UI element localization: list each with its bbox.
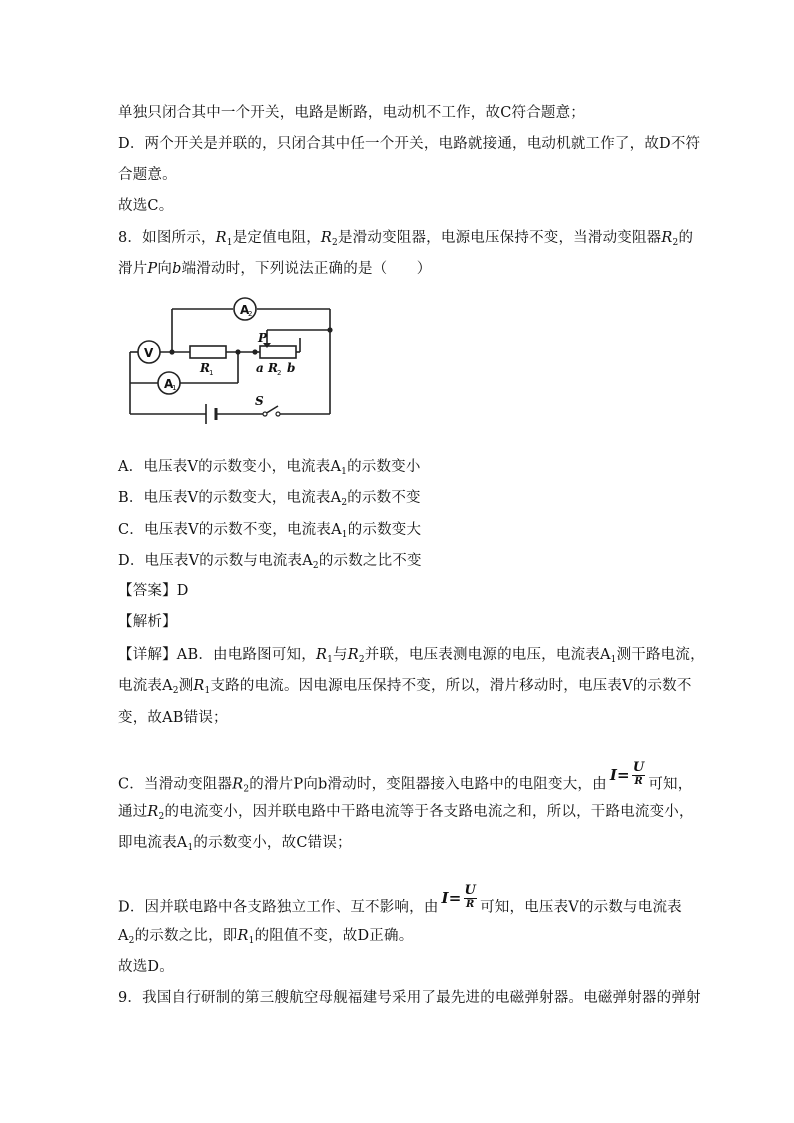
end-b-label: b [287,361,296,375]
question-9-stem: 9．我国自行研制的第三艘航空母舰福建号采用了最先进的电磁弹射器。电磁弹射器的弹射 [118,990,701,1006]
ohms-law-formula: I= $\frac{U}{R}$ [441,883,477,910]
resistor-r1 [190,346,226,358]
switch-contact [276,412,280,416]
analysis-heading: 【解析】 [118,614,177,630]
option-b: B．电压表V的示数变大，电流表$A_2$的示数不变 [118,490,421,508]
ohms-law-formula: I= $\frac{U}{R}$ [609,760,645,787]
slider-p-label: P [258,331,268,345]
junction-dot [235,349,240,354]
switch-contact [263,412,267,416]
explanation-line: 故选D。 [118,959,174,975]
switch-s-label: S [255,394,264,408]
option-a: A．电压表V的示数变小，电流表$A_1$的示数变小 [118,459,421,477]
question-8-stem: 8．如图所示，$R_1$是定值电阻，$R_2$是滑动变阻器，电源电压保持不变，当滑动变阻器$R_2$的 [118,230,694,248]
text-line: 合题意。 [118,167,177,183]
ammeter-a1-sub: 1 [172,384,177,392]
option-c: C．电压表V的示数不变，电流表$A_1$的示数变大 [118,522,422,540]
text-line: D．两个开关是并联的，只闭合其中任一个开关，电路就接通，电动机就工作了，故D不符 [118,136,701,152]
ammeter-a2-label: A [240,303,250,317]
junction-dot [327,327,332,332]
question-8-stem-cont: 滑片P向b端滑动时，下列说法正确的是（ ） [118,261,432,277]
explanation-line: $A_2$的示数之比，即$R_1$的阻值不变，故D正确。 [118,928,414,946]
rheostat-r2 [260,346,296,358]
junction-dot [252,349,257,354]
ammeter-a2-sub: 2 [248,310,253,318]
end-a-label: a [256,361,264,375]
r1-sub: 1 [209,369,214,377]
junction-dot [169,349,174,354]
text-line: 单独只闭合其中一个开关，电路是断路，电动机不工作，故C符合题意； [118,105,585,121]
answer-line: 【答案】D [118,583,189,599]
explanation-line: C．当滑动变阻器$R_2$的滑片P向b滑动时，变阻器接入电路中的电阻变大，由I= $\frac{U}{R}$ 可知， [118,760,693,795]
r1-label: R [200,361,210,375]
explanation-line: 变，故AB错误； [118,710,228,726]
text-line: 故选C。 [118,198,174,214]
option-d: D．电压表V的示数与电流表$A_2$的示数之比不变 [118,553,422,571]
explanation-line: D．因并联电路中各支路独立工作、互不影响，由I= $\frac{U}{R}$ 可知，电压表V的示数与电流表 [118,883,682,916]
r2-label: R [268,361,278,375]
explanation-line: 即电流表$A_1$的示数变小，故C错误； [118,835,352,853]
explanation-line: 通过$R_2$的电流变小，因并联电路中干路电流等于各支路电流之和，所以，干路电流变小， [118,804,694,822]
r2-sub: 2 [277,369,282,377]
explanation-line: 电流表$A_2$测$R_1$支路的电流。因电源电压保持不变，所以，滑片移动时，电压表V的示数不 [118,678,692,696]
ammeter-a1-label: A [164,377,174,391]
circuit-diagram [120,290,340,430]
voltmeter-label: V [144,346,154,360]
explanation-line: 【详解】AB．由电路图可知，$R_1$与$R_2$并联，电压表测电源的电压，电流表$A_1$测干路电流， [118,647,705,665]
